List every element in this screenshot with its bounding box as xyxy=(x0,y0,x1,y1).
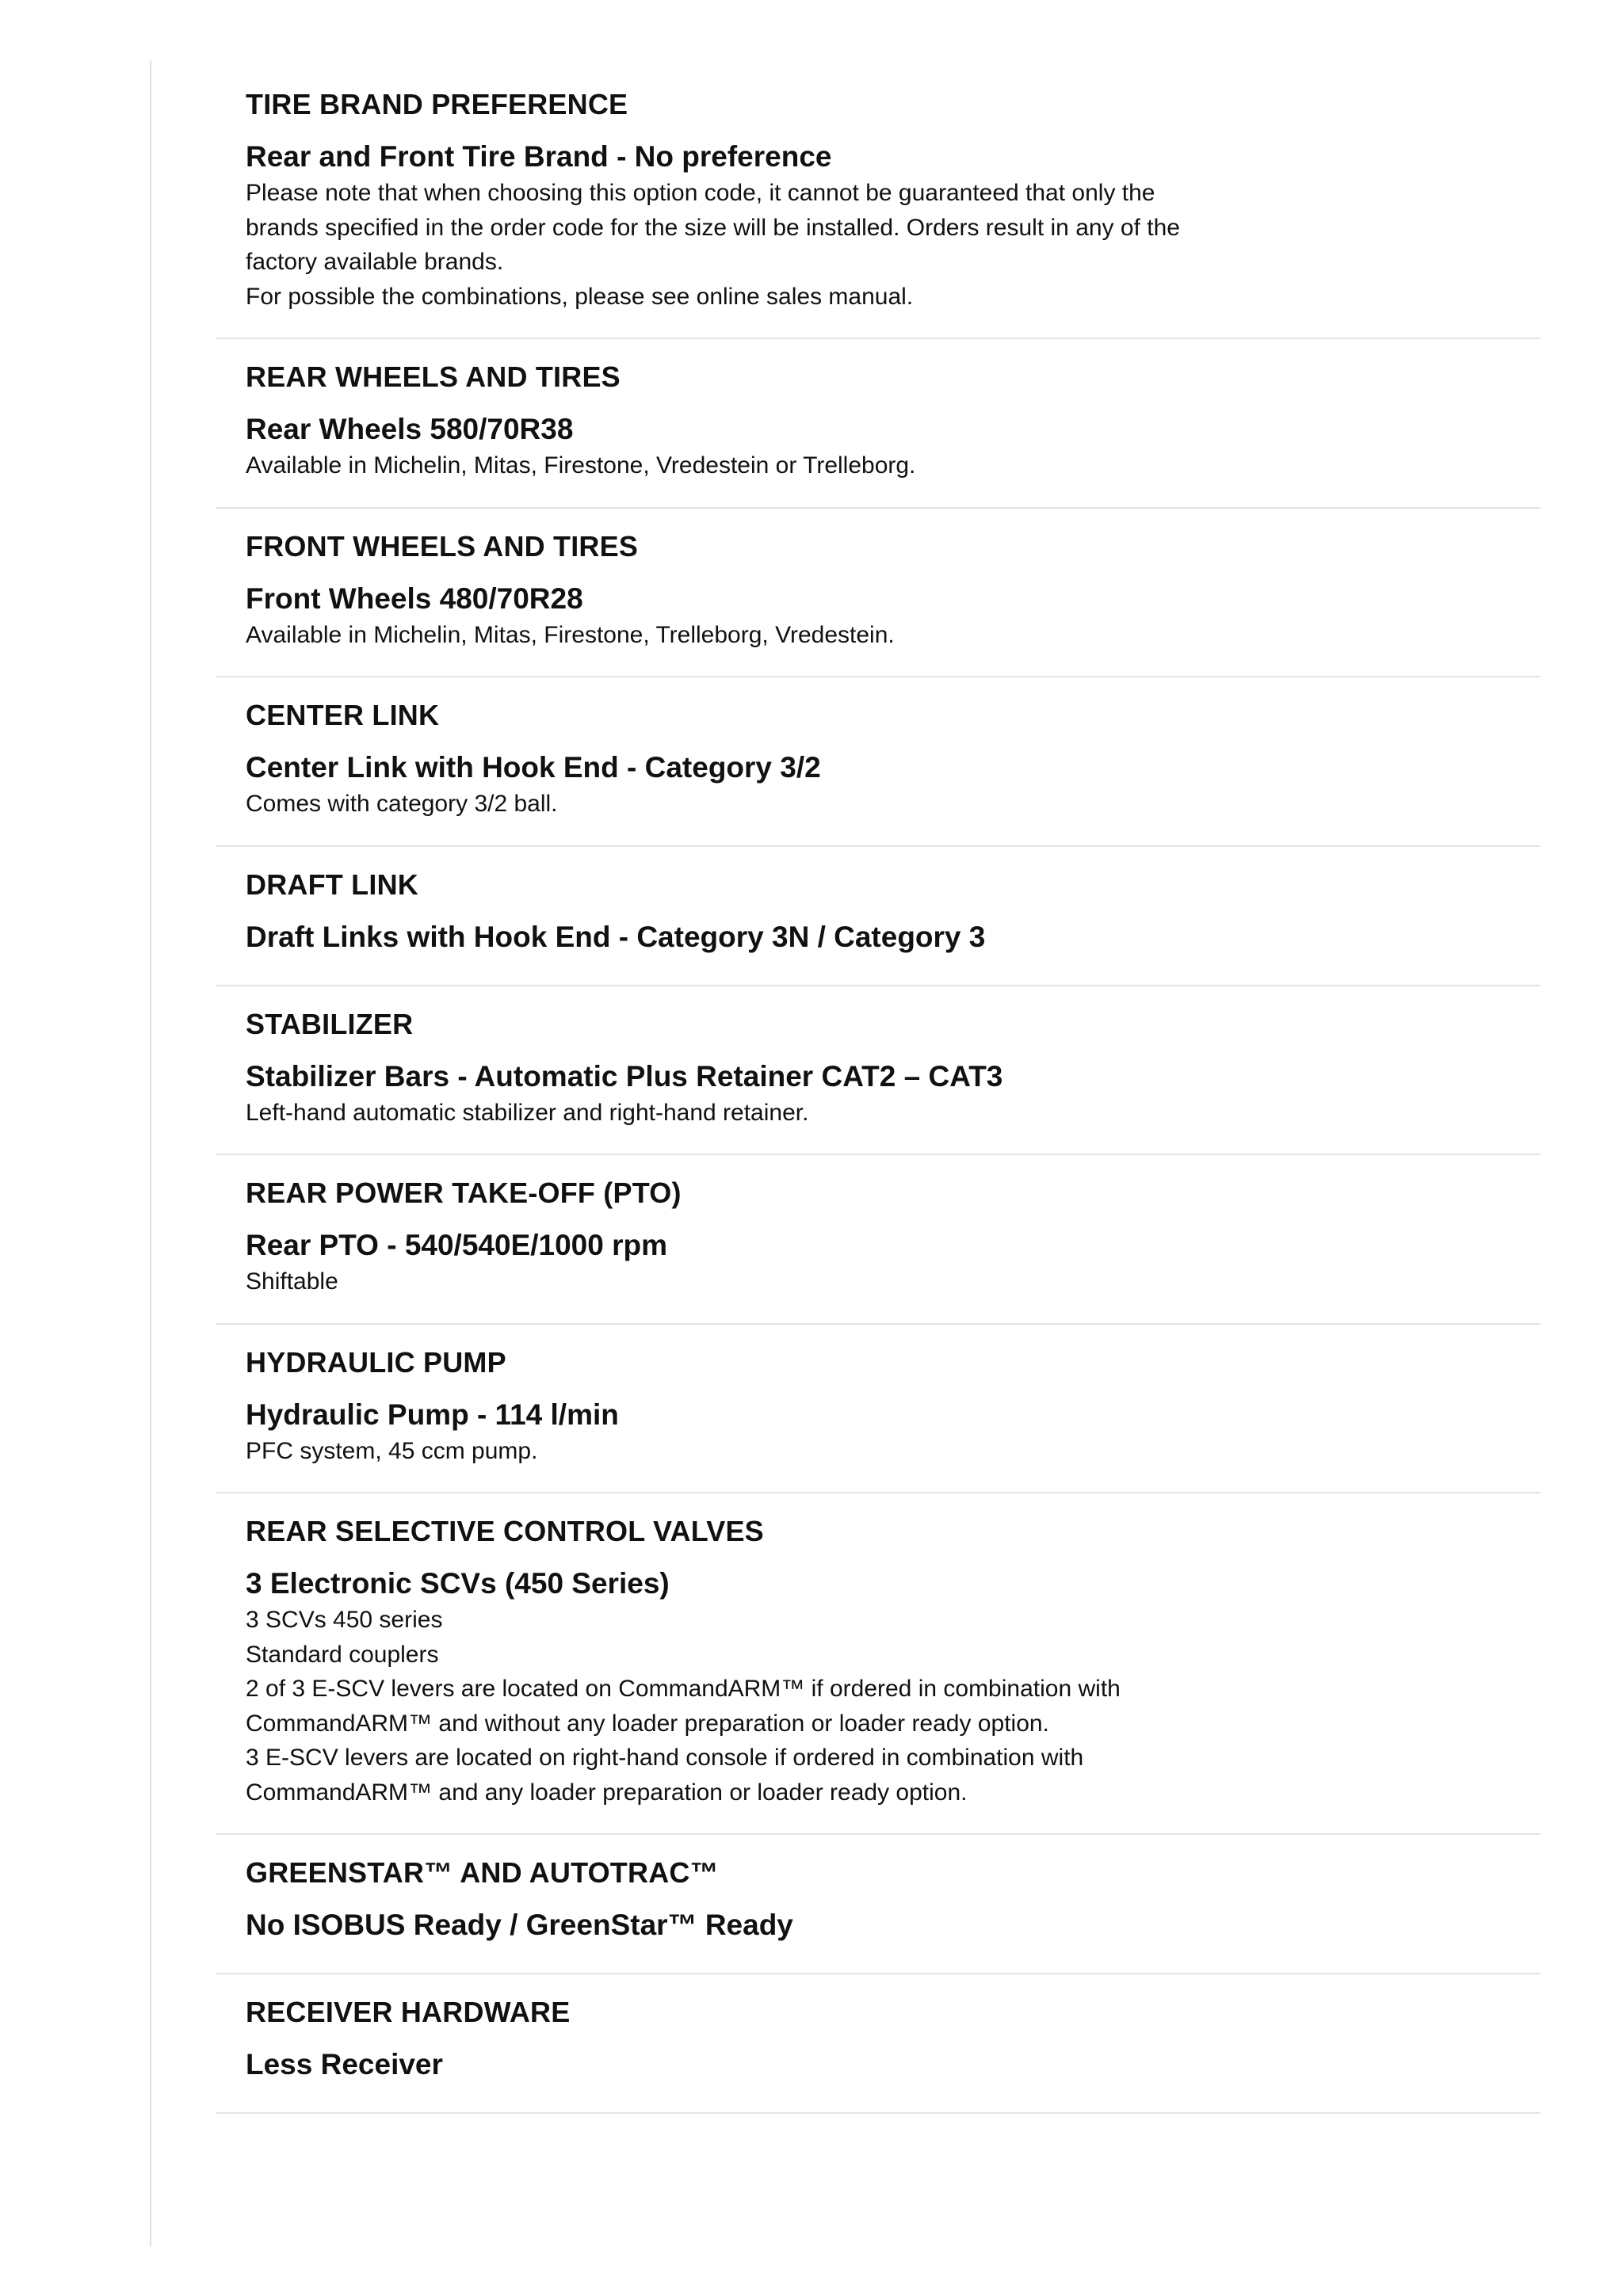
description-line: Shiftable xyxy=(246,1268,338,1295)
option-title: Less Receiver xyxy=(246,2048,443,2081)
option-title: Stabilizer Bars - Automatic Plus Retainer CAT2 – CAT3 xyxy=(246,1059,1003,1093)
section-heading: REAR SELECTIVE CONTROL VALVES xyxy=(246,1515,764,1547)
description-line: Available in Michelin, Mitas, Firestone, Vredestein or Trelleborg. xyxy=(246,452,916,479)
description-line: Comes with category 3/2 ball. xyxy=(246,791,558,817)
option-section xyxy=(216,1325,1541,1494)
description-line: Available in Michelin, Mitas, Firestone, Trelleborg, Vredestein. xyxy=(246,621,895,648)
option-title: Rear Wheels 580/70R38 xyxy=(246,413,574,445)
option-description xyxy=(246,448,1260,483)
description-line: 2 of 3 E-SCV levers are located on CommandARM™ if ordered in combination with xyxy=(246,1676,1121,1702)
option-description xyxy=(246,1603,1260,1810)
option-title: Center Link with Hook End - Category 3/2 xyxy=(246,751,821,784)
section-heading: HYDRAULIC PUMP xyxy=(246,1345,506,1379)
option-list xyxy=(216,68,1541,2114)
section-heading: GREENSTAR™ AND AUTOTRAC™ xyxy=(246,1856,719,1889)
description-line: Standard couplers xyxy=(246,1641,439,1668)
section-heading: REAR WHEELS AND TIRES xyxy=(246,360,621,393)
option-section xyxy=(216,847,1541,986)
option-title: Rear PTO - 540/540E/1000 rpm xyxy=(246,1229,668,1261)
section-heading: TIRE BRAND PREFERENCE xyxy=(246,88,628,120)
description-line: Left-hand automatic stabilizer and right-hand retainer. xyxy=(246,1099,809,1126)
option-title: Draft Links with Hook End - Category 3N / Category 3 xyxy=(246,920,986,953)
section-heading: DRAFT LINK xyxy=(246,868,418,901)
option-section xyxy=(216,1155,1541,1325)
section-heading: RECEIVER HARDWARE xyxy=(246,1996,571,2028)
option-title: 3 Electronic SCVs (450 Series) xyxy=(246,1567,670,1600)
section-heading: CENTER LINK xyxy=(246,699,440,731)
option-title: Front Wheels 480/70R28 xyxy=(246,582,583,615)
option-section xyxy=(216,1493,1541,1835)
option-section xyxy=(216,68,1541,339)
option-description xyxy=(246,176,1260,314)
section-heading: FRONT WHEELS AND TIRES xyxy=(246,529,639,563)
option-section xyxy=(216,677,1541,847)
option-title: Hydraulic Pump - 114 l/min xyxy=(246,1398,619,1431)
description-line: 3 SCVs 450 series xyxy=(246,1607,443,1633)
description-line: 3 E-SCV levers are located on right-hand console if ordered in combination with xyxy=(246,1745,1084,1771)
description-line: brands specified in the order code for the size will be installed. Orders result in any of the xyxy=(246,214,1180,241)
section-heading: REAR POWER TAKE-OFF (PTO) xyxy=(246,1177,682,1209)
option-section xyxy=(216,1974,1541,2114)
option-section xyxy=(216,986,1541,1156)
option-description xyxy=(246,618,1260,653)
description-line: factory available brands. xyxy=(246,249,504,275)
option-section xyxy=(216,339,1541,509)
option-description xyxy=(246,1264,1260,1299)
section-heading: STABILIZER xyxy=(246,1007,414,1040)
left-margin-rule xyxy=(150,60,151,2247)
option-description xyxy=(246,1096,1260,1131)
option-title: Rear and Front Tire Brand - No preference xyxy=(246,140,832,173)
description-line: Please note that when choosing this option code, it cannot be guaranteed that only the xyxy=(246,180,1155,206)
option-title: No ISOBUS Ready / GreenStar™ Ready xyxy=(246,1909,793,1941)
option-section xyxy=(216,509,1541,678)
description-line: CommandARM™ and without any loader preparation or loader ready option. xyxy=(246,1710,1049,1737)
option-section xyxy=(216,1835,1541,1974)
description-line: For possible the combinations, please see online sales manual. xyxy=(246,283,914,310)
option-description xyxy=(246,787,1260,822)
option-description xyxy=(246,1434,1260,1469)
description-line: CommandARM™ and any loader preparation or loader ready option. xyxy=(246,1779,968,1806)
description-line: PFC system, 45 ccm pump. xyxy=(246,1437,538,1464)
